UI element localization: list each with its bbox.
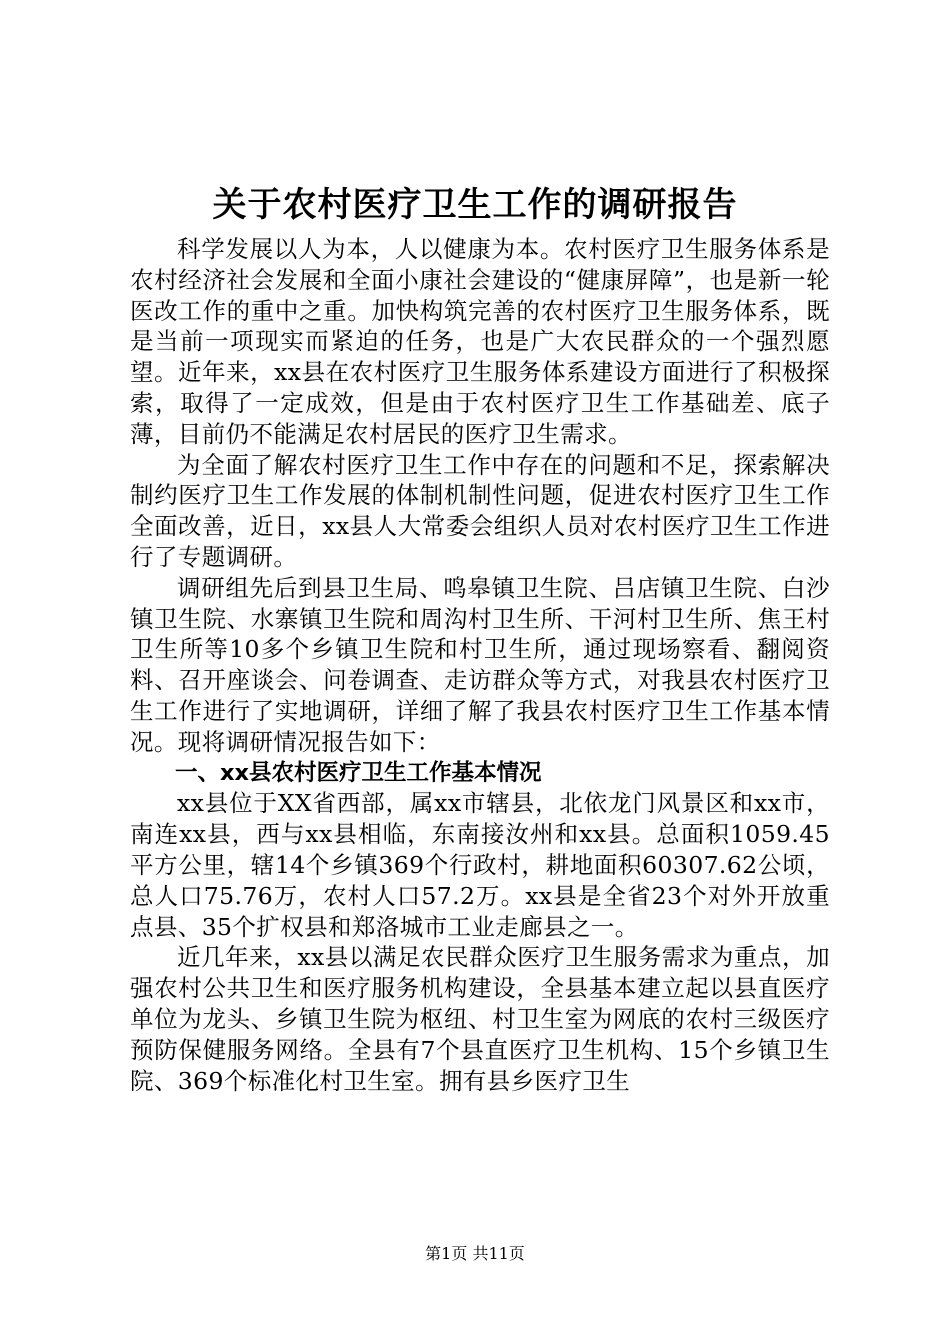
section-heading-1: 一、xx县农村医疗卫生工作基本情况 [175, 759, 542, 786]
document-title: 关于农村医疗卫生工作的调研报告 [212, 185, 738, 225]
paragraph-intro: 科学发展以人为本，人以健康为本。农村医疗卫生服务体系是农村经济社会发展和全面小康社会建设的“健康屏障”，也是新一轮医改工作的重中之重。加快构筑完善的农村医疗卫生服务体系，既是当前一项现实而紧迫的任务，也是广大农民群众的一个强烈愿望。近年来，xx县在农村医疗卫生服务体系建设方面进行了积极探索，取得了一定成效，但是由于农村医疗卫生工作基础差、底子薄，目前仍不能满足农村居民的医疗卫生需求。 [130, 235, 830, 448]
paragraph-county-overview: xx县位于XX省西部，属xx市辖县，北依龙门风景区和xx市，南连xx县，西与xx县相临，东南接汝州和xx县。总面积1059.45平方公里，辖14个乡镇369个行政村，耕地面积60307.62公顷，总人口75.76万，农村人口57.2万。xx县是全省23个对外开放重点县、35个扩权县和郑洛城市工业走廊县之一。 [130, 789, 830, 941]
paragraph-medical-network: 近几年来，xx县以满足农民群众医疗卫生服务需求为重点，加强农村公共卫生和医疗服务机构建设，全县基本建立起以县直医疗单位为龙头、乡镇卫生院为枢纽、村卫生室为网底的农村三级医疗预防保健服务网络。全县有7个县直医疗卫生机构、15个乡镇卫生院、369个标准化村卫生室。拥有县乡医疗卫生 [130, 943, 830, 1095]
paragraph-purpose: 为全面了解农村医疗卫生工作中存在的问题和不足，探索解决制约医疗卫生工作发展的体制机制性问题，促进农村医疗卫生工作全面改善，近日，xx县人大常委会组织人员对农村医疗卫生工作进行了专题调研。 [130, 450, 830, 571]
document-body [130, 234, 830, 1096]
paragraph-method: 调研组先后到县卫生局、鸣皋镇卫生院、吕店镇卫生院、白沙镇卫生院、水寨镇卫生院和周沟村卫生所、干河村卫生所、焦王村卫生所等10多个乡镇卫生院和村卫生所，通过现场察看、翻阅资料、召开座谈会、问卷调查、走访群众等方式，对我县农村医疗卫生工作进行了实地调研，详细了解了我县农村医疗卫生工作基本情况。现将调研情况报告如下： [130, 573, 830, 756]
page-number-footer: 第1页 共11页 [425, 1244, 525, 1263]
